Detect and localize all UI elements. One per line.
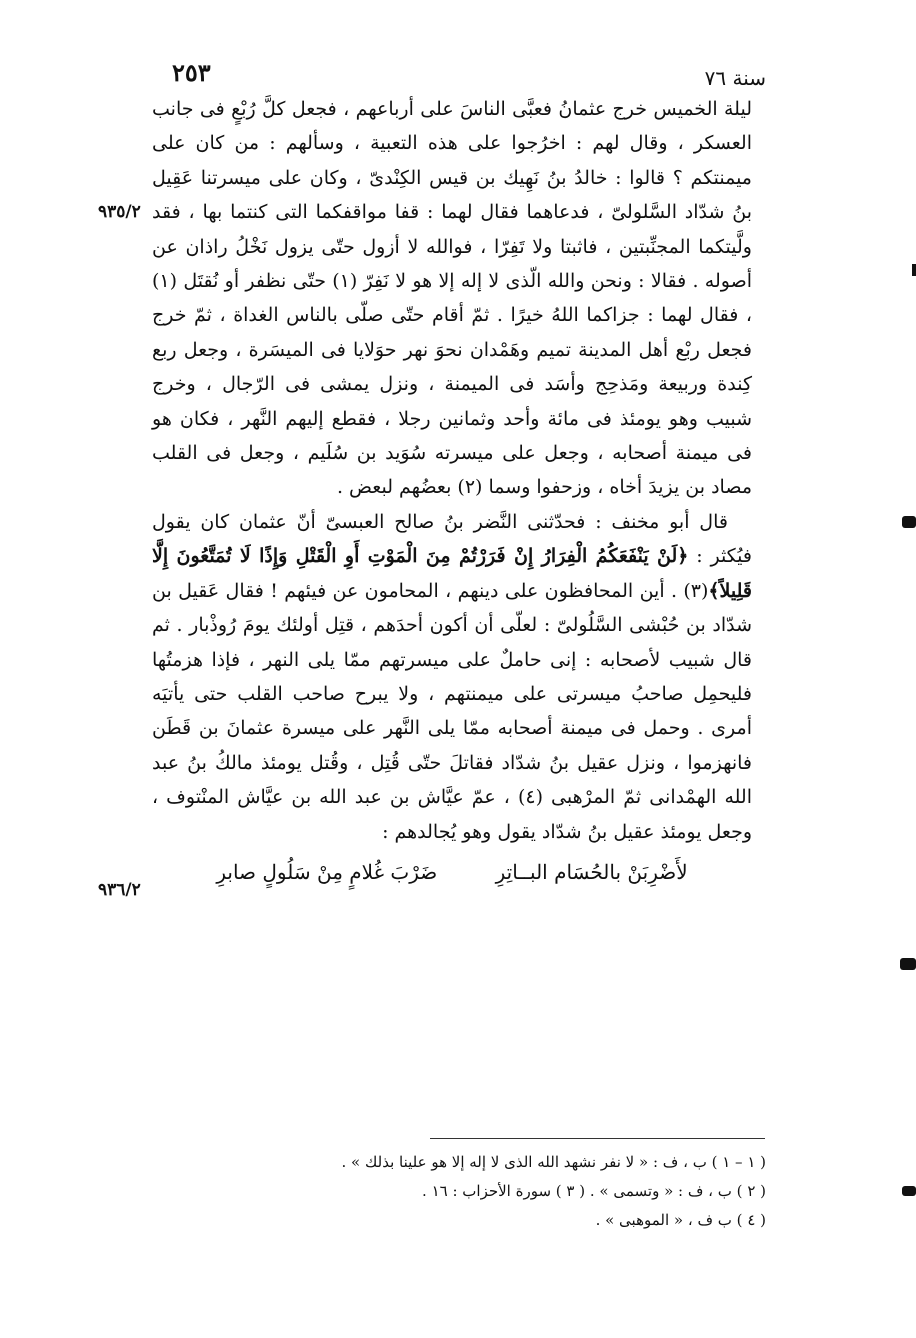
- verse-hemistich-2: ضَرْبَ غُلامٍ مِنْ سَلُولٍ صابرِ: [216, 859, 438, 884]
- footnote-2-3: ( ٢ ) ب ، ف : « وتسمى » . ( ٣ ) سورة الأحزاب : ١٦ .: [422, 1182, 766, 1200]
- scan-edge-mark: [900, 958, 916, 970]
- footnote-divider: [430, 1138, 765, 1139]
- main-text: [152, 92, 752, 889]
- footnote-1: ( ١ – ١ ) ب ، ف : « لا نفر نشهد الله الذى لا إله إلا هو علينا بذلك » .: [341, 1153, 766, 1171]
- scan-edge-mark: [902, 1186, 916, 1196]
- scan-edge-mark: [912, 264, 916, 276]
- paragraph-2-rest: (٣) . أين المحافظون على دينهم ، المحامون عن فيئهم ! فقال عَقيل بن شدّاد بن حُبْشى السَّلُولىّ : لعلّى أن أكون أحدَهم ، قتِل أولئك يومَ رُوذْبار . ثم قال شبيب لأصحابه : إنى حاملٌ على ميسرتهم ممّا يلى النهر ، فإذا هزمتُها فليحمِل صاحبُ ميسرتى على ميمنتهم ، ولا يبرح صاحب القلب حتى يأتيَه أمرى . وحمل فى ميمنة أصحابه ممّا يلى النَّهر على ميسرة عثمانَ بن قَطَن فانهزموا ، ونزل عقيل بنُ شدّاد فقاتلَ حتّى قُتِل ، وقُتل يومئذ مالكُ بنُ عبد الله الهمْدانى ثمّ المرْهبى (٤) ، عمّ عيَّاش بن عبد الله بن عيَّاش المنْتوف ، وجعل يومئذ عقيل بنُ شدّاد يقول وهو يُجالدهم :: [152, 579, 752, 843]
- running-header-year: سنة ٧٦: [704, 66, 766, 90]
- margin-reference-2: ٩٣٦/٢: [98, 880, 141, 900]
- poem-verse: [152, 855, 752, 889]
- paragraph-2: [152, 505, 752, 849]
- footnote-4: ( ٤ ) ب ف ، « الموهبى » .: [595, 1211, 766, 1229]
- page-number: ٢٥٣: [172, 58, 211, 87]
- paragraph-1: ليلة الخميس خرج عثمانُ فعبَّى الناسَ على أرباعهم ، فجعل كلَّ رُبْعٍ فى جانب العسكر ، وقال لهم : اخرُجوا على هذه التعبية ، وسألهم : من كان على ميمنتكم ؟ قالوا : خالدُ بنُ نَهِيك بن قيس الكِنْدىّ ، وكان على ميسرتنا عَقِيل بنُ شدّاد السَّلولىّ ، فدعاهما فقال لهما : قفا مواقفكما التى كنتما بها ، فقد ولَّيتكما المجنِّبتين ، فاثبتا ولا تَفِرّا ، فوالله لا أزول حتّى يزول نَخْلُ راذان عن أصوله . فقالا : ونحن والله الّذى لا إله إلا هو لا نَفِرّ (١) حتّى نظفر أو نُقتَل (١) ، فقال لهما : جزاكما اللهُ خيرًا . ثمّ أقام حتّى صلّى بالناس الغداة ، ثمّ خرج فجعل ربْع أهل المدينة تميم وهَمْدان نحوَ نهر حوَلايا فى الميسَرة ، وجعل ربع كِندة وربيعة ومَذحِج وأسَد فى الميمنة ، ونزل يمشى فى الرّجال ، وخرج شبيب وهو يومئذ فى مائة وأحد وثمانين رجلا ، فقطع إليهم النَّهر ، فكان هو فى ميمنة أصحابه ، وجعل على ميسرته سُوَيد بن سُلَيم ، وجعل فى القلب مصاد بن يزيدَ أخاه ، وزحفوا وسما (٢) بعضُهم لبعض .: [152, 98, 752, 499]
- margin-reference-1: ٩٣٥/٢: [98, 202, 141, 222]
- quran-quote: ﴿لَنْ يَنْفَعَكُمُ الْفِرَارُ إِنْ فَرَرْتُمْ مِنَ الْمَوْتِ أَوِ الْقَتْلِ وَإِذًا لَا تُمَتَّعُونَ إِلَّا قَلِيلاً﴾: [152, 545, 752, 602]
- scan-edge-mark: [902, 516, 916, 528]
- footnotes: [206, 1148, 766, 1235]
- paragraph-2-intro: قال أبو مخنف : فحدّثنى النَّضر بنُ صالح العبسىّ أنّ عثمان كان يقول فيُكثر :: [152, 510, 752, 568]
- verse-hemistich-1: لأَضْرِبَنْ بالحُسَام البــاتِرِ: [495, 859, 688, 884]
